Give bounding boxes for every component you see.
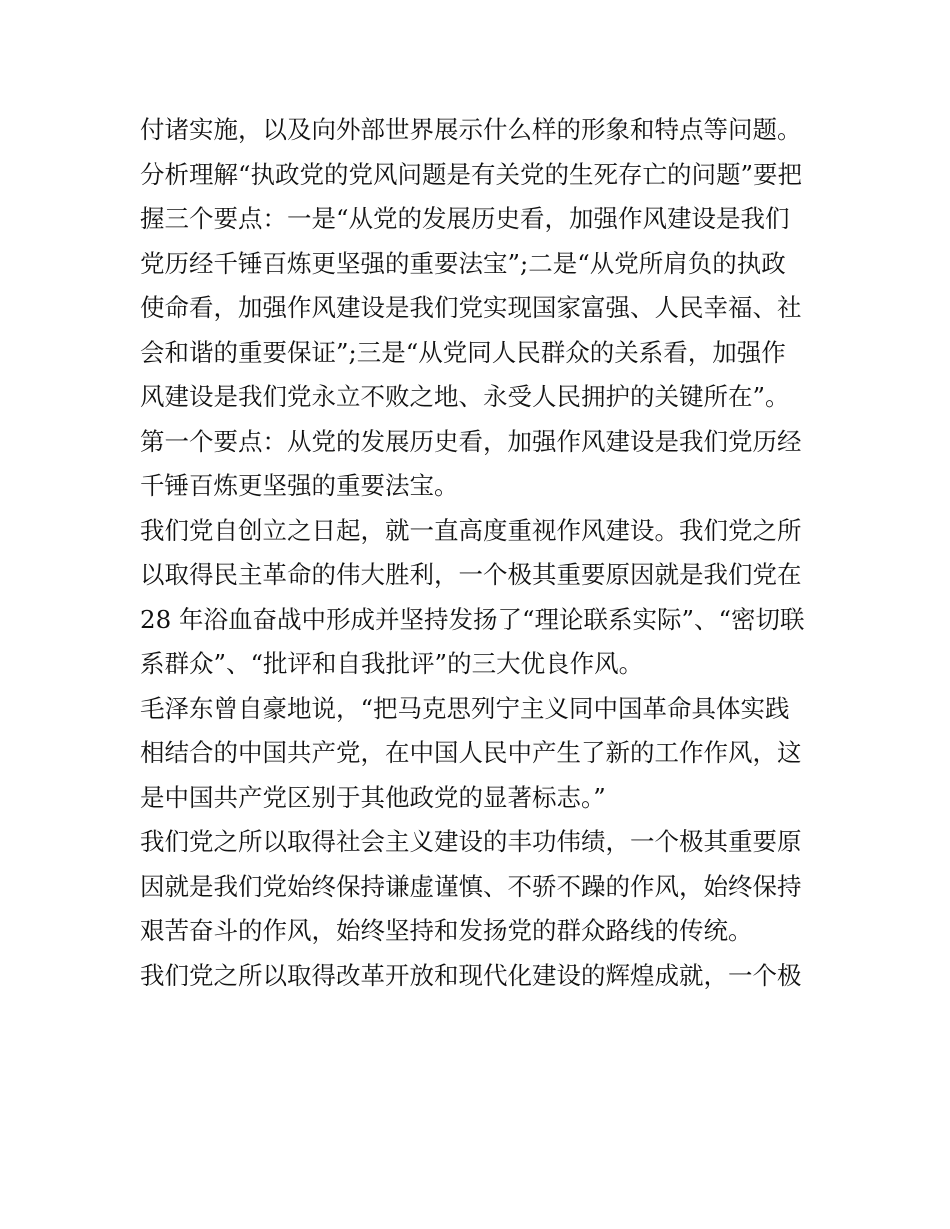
text-line: 以取得民主革命的伟大胜利，一个极其重要原因就是我们党在 xyxy=(140,560,802,589)
text-line: 我们党之所以取得社会主义建设的丰功伟绩，一个极其重要原 xyxy=(140,827,802,856)
text-line: 艰苦奋斗的作风，始终坚持和发扬党的群众路线的传统。 xyxy=(140,916,753,945)
text-line: 相结合的中国共产党，在中国人民中产生了新的工作作风，这 xyxy=(140,738,802,767)
text-line: 我们党之所以取得改革开放和现代化建设的辉煌成就，一个极 xyxy=(140,960,802,990)
text-line: 千锤百炼更坚强的重要法宝。 xyxy=(140,471,459,500)
text-line: 我们党自创立之日起，就一直高度重视作风建设。我们党之所 xyxy=(140,515,802,545)
text-line: 使命看，加强作风建设是我们党实现国家富强、人民幸福、社 xyxy=(140,293,802,322)
body-text xyxy=(140,108,820,998)
text-line: 是中国共产党区别于其他政党的显著标志。” xyxy=(140,782,606,812)
text-line: 分析理解“执政党的党风问题是有关党的生死存亡的问题”要把 xyxy=(140,159,803,189)
text-line: 付诸实施，以及向外部世界展示什么样的形象和特点等问题。 xyxy=(140,115,802,144)
text-line: 系群众”、“批评和自我批评”的三大优良作风。 xyxy=(140,649,644,678)
text-line: 握三个要点：一是“从党的发展历史看，加强作风建设是我们 xyxy=(140,204,790,233)
text-line: 党历经千锤百炼更坚强的重要法宝”;二是“从党所肩负的执政 xyxy=(140,248,786,278)
text-line: 风建设是我们党永立不败之地、永受人民拥护的关键所在”。 xyxy=(140,382,790,411)
text-line: 毛泽东曾自豪地说，“把马克思列宁主义同中国革命具体实践 xyxy=(140,693,790,723)
text-line: 28 年浴血奋战中形成并坚持发扬了“理论联系实际”、“密切联 xyxy=(140,604,805,634)
text-line: 第一个要点：从党的发展历史看，加强作风建设是我们党历经 xyxy=(140,426,802,456)
text-line: 因就是我们党始终保持谦虚谨慎、不骄不躁的作风，始终保持 xyxy=(140,871,802,901)
text-line: 会和谐的重要保证”;三是“从党同人民群众的关系看，加强作 xyxy=(140,337,786,367)
